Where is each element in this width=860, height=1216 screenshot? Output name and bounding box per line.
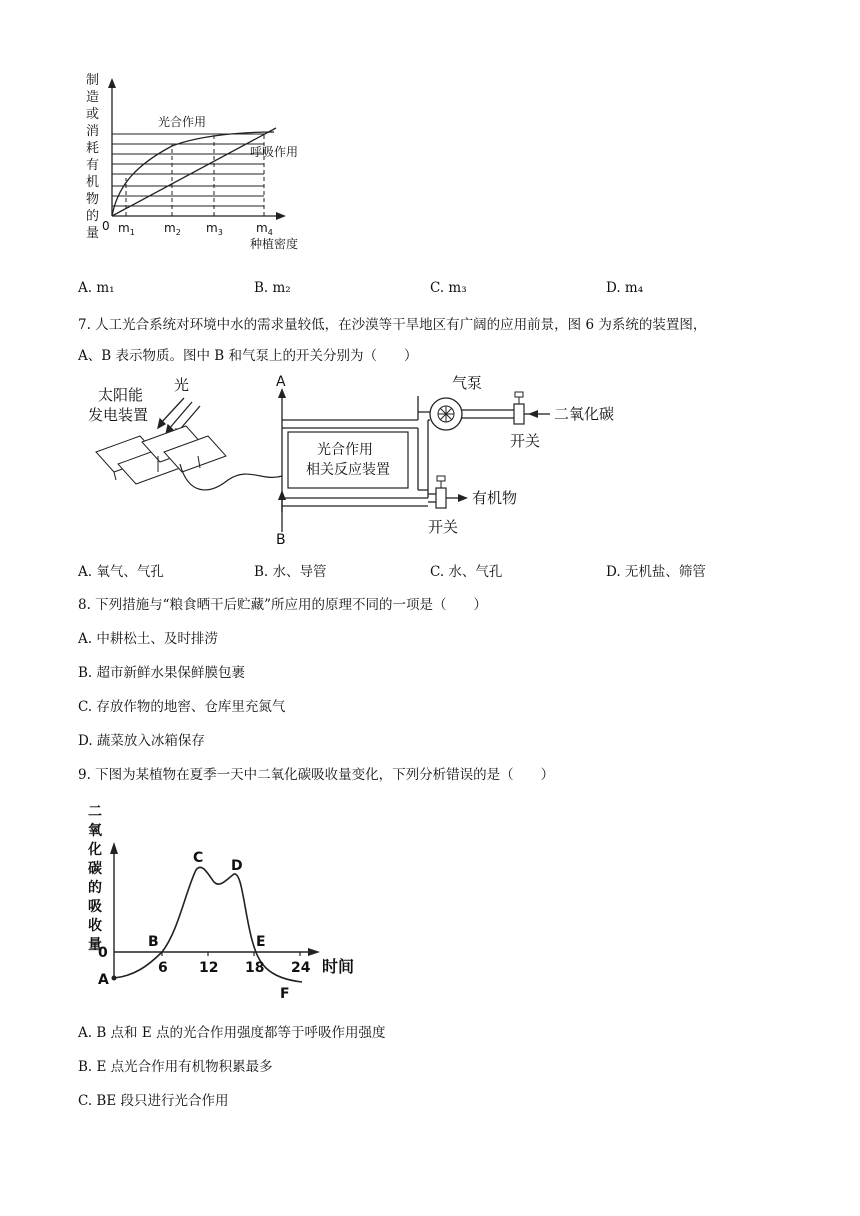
q8-option-d[interactable]: D. 蔬菜放入冰箱保存 <box>78 733 205 749</box>
q7-label-b: B <box>276 532 286 548</box>
q6-option-c[interactable]: C. m₃ <box>430 280 467 296</box>
q7-cable <box>180 464 282 490</box>
q8-option-c[interactable]: C. 存放作物的地窖、仓库里充氮气 <box>78 699 286 715</box>
q6-xtick-label: $m_4$ <box>256 221 273 237</box>
q7-option-c[interactable]: C. 水、气孔 <box>430 564 503 580</box>
q6-ylabel-char: 量 <box>86 226 100 241</box>
q7-light-label: 光 <box>174 376 190 394</box>
q7-organic-switch <box>436 488 446 508</box>
panel-stand <box>114 472 116 480</box>
q6-xtick-label: $m_1$ <box>118 221 135 237</box>
q9-xtick-label: 12 <box>199 960 219 976</box>
q9-option-c[interactable]: C. BE 段只进行光合作用 <box>78 1093 229 1109</box>
q6-xtick-label: $m_2$ <box>164 221 181 237</box>
q9-ylabel-char: 二 <box>88 804 102 820</box>
q7-option-d[interactable]: D. 无机盐、筛管 <box>606 564 706 580</box>
q7-option-b[interactable]: B. 水、导管 <box>254 564 327 580</box>
q7-co2-label: 二氧化碳 <box>554 405 615 423</box>
q6-resp-label: 呼吸作用 <box>250 145 299 159</box>
q9-ylabel-char: 吸 <box>88 899 102 915</box>
q6-y-arrow <box>108 78 116 88</box>
q7-organic-arrow <box>458 494 468 502</box>
q9-chart <box>86 800 386 1010</box>
q6-ylabel-char: 消 <box>86 124 100 139</box>
q7-switch-top-label: 开关 <box>510 432 541 450</box>
q8-stem: 8. 下列措施与“粮食晒干后贮藏”所应用的原理不同的一项是（ ） <box>78 597 487 613</box>
q6-ylabel-char: 物 <box>86 192 100 207</box>
q7-box-line2: 相关反应装置 <box>306 462 390 478</box>
q7-label-a: A <box>276 374 286 390</box>
q6-option-d[interactable]: D. m₄ <box>606 280 644 296</box>
q6-ylabel-char: 造 <box>86 90 100 105</box>
q9-origin: 0 <box>98 945 108 961</box>
q7-solar-label: 太阳能 <box>98 386 144 404</box>
q6-respiration-curve <box>112 128 276 216</box>
q6-origin: 0 <box>102 219 110 233</box>
q9-xtick-label: 18 <box>245 960 265 976</box>
q7-organic-label: 有机物 <box>472 489 518 507</box>
q7-stem-line1: 7. 人工光合系统对环境中水的需求量较低，在沙漠等干旱地区有广阔的应用前景，图 6 为系统的装置图， <box>78 317 707 333</box>
q9-xtick-label: 6 <box>158 960 168 976</box>
q9-ylabel-char: 化 <box>88 842 102 858</box>
q7-box-line1: 光合作用 <box>317 442 373 458</box>
q9-option-b[interactable]: B. E 点光合作用有机物积累最多 <box>78 1059 273 1075</box>
q9-ylabel-char: 氧 <box>88 823 102 839</box>
q6-ylabel-char: 机 <box>86 175 100 190</box>
q7-solar-label-2: 发电装置 <box>88 406 149 424</box>
q9-label-c: C <box>193 850 204 866</box>
q7-reaction-box <box>288 432 408 488</box>
q9-y-arrow <box>110 842 118 854</box>
q9-ylabel-char: 收 <box>88 918 102 934</box>
q9-option-a[interactable]: A. B 点和 E 点的光合作用强度都等于呼吸作用强度 <box>78 1025 386 1041</box>
q6-option-a[interactable]: A. m₁ <box>78 280 115 296</box>
q9-point-a <box>112 976 117 981</box>
q8-option-a[interactable]: A. 中耕松土、及时排涝 <box>78 631 218 647</box>
q9-stem: 9. 下图为某植物在夏季一天中二氧化碳吸收量变化，下列分析错误的是（ ） <box>78 767 555 783</box>
q6-xtick-label: $m_3$ <box>206 221 223 237</box>
q9-ylabel-char: 量 <box>88 937 102 953</box>
q9-label-e: E <box>256 934 266 950</box>
q9-label-a: A <box>98 972 109 988</box>
q6-ylabel-char: 耗 <box>86 141 100 156</box>
q9-label-b: B <box>148 934 159 950</box>
q6-xlabel: 种植密度 <box>250 237 299 251</box>
q9-ylabel-char: 的 <box>88 880 102 896</box>
q6-x-arrow <box>276 212 286 220</box>
q7-co2-arrow <box>528 410 538 418</box>
q7-figure <box>88 372 615 548</box>
q6-ylabel <box>86 72 99 241</box>
q8-option-b[interactable]: B. 超市新鲜水果保鲜膜包裹 <box>78 665 246 681</box>
q7-switch-bottom-label: 开关 <box>428 518 459 536</box>
q6-option-b[interactable]: B. m₂ <box>254 280 291 296</box>
q7-stem-line2: A、B 表示物质。图中 B 和气泵上的开关分别为（ ） <box>78 348 418 364</box>
light-ray <box>160 398 184 424</box>
q7-pump-label: 气泵 <box>452 374 483 392</box>
q6-ylabel-char: 或 <box>86 107 100 122</box>
q6-ylabel-char: 有 <box>86 158 100 173</box>
q7-pump-switch <box>514 404 524 424</box>
q9-ylabel-char: 碳 <box>88 861 102 877</box>
q6-ylabel-char: 制 <box>86 73 100 88</box>
q9-xlabel: 时间 <box>322 957 355 976</box>
q9-label-f: F <box>280 986 290 1002</box>
light-ray <box>168 402 192 430</box>
q7-option-a[interactable]: A. 氧气、气孔 <box>78 564 164 580</box>
q6-photo-label: 光合作用 <box>158 115 207 129</box>
q9-label-d: D <box>231 858 243 874</box>
q6-chart <box>78 66 318 266</box>
q6-ylabel-char: 的 <box>86 209 100 224</box>
q9-x-arrow <box>308 948 320 956</box>
q9-ylabel <box>87 804 103 953</box>
q9-xtick-label: 24 <box>291 960 311 976</box>
